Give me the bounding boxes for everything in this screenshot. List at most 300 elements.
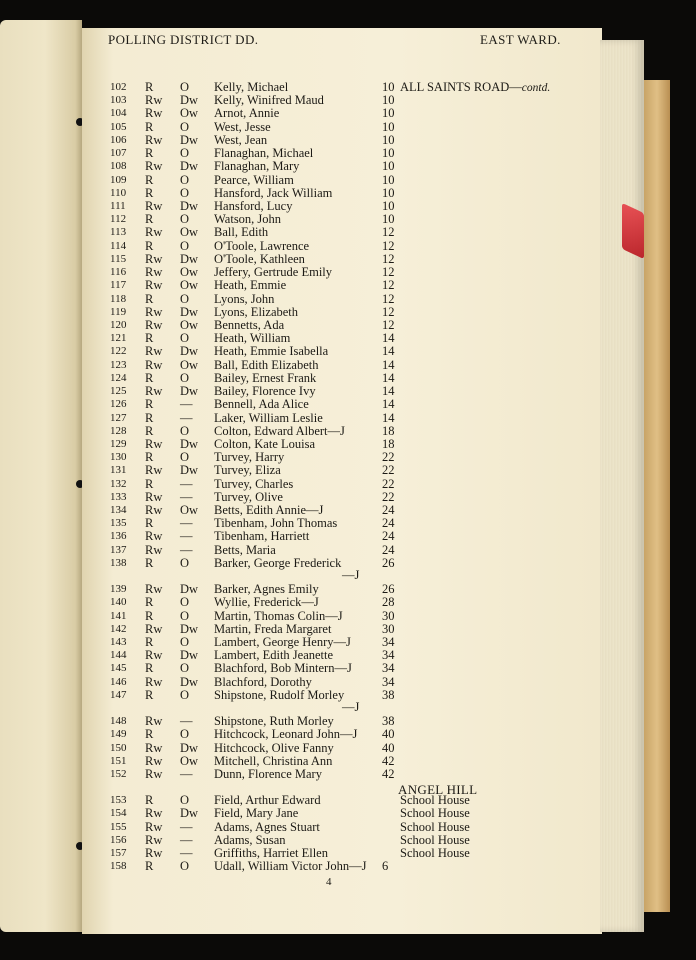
qualification-code: Rw <box>145 582 163 597</box>
qualification-code: Rw <box>145 436 163 451</box>
elector-name: Turvey, Harry <box>214 450 285 465</box>
qualification-code: Rw <box>145 529 163 544</box>
residence-code: — <box>180 767 193 781</box>
book-cover-edge <box>644 80 670 912</box>
residence-code: — <box>180 397 193 412</box>
street-name: ALL SAINTS ROAD— <box>400 80 522 94</box>
house-number: 18 <box>382 423 395 438</box>
residence-code: O <box>180 146 190 161</box>
elector-number: 129 <box>110 437 127 450</box>
elector-name: Lyons, John <box>214 291 275 306</box>
elector-name: Hitchcock, Olive Fanny <box>214 740 334 755</box>
house-number: 34 <box>382 635 395 650</box>
house-number: 10 <box>382 198 395 213</box>
elector-number: 154 <box>110 807 127 820</box>
residence-code: O <box>180 793 190 808</box>
elector-number: 119 <box>110 305 127 318</box>
table-row <box>110 93 590 107</box>
qualification-code: Rw <box>145 503 163 518</box>
elector-name: Blachford, Bob Mintern—J <box>214 661 352 676</box>
table-row <box>110 397 590 411</box>
residence-code: Dw <box>180 251 199 266</box>
qualification-code: Rw <box>145 819 163 834</box>
table-row <box>110 477 590 491</box>
qualification-code: Rw <box>145 106 163 121</box>
residence-code: Dw <box>180 740 199 755</box>
elector-number: 151 <box>110 754 127 767</box>
residence-code: Ow <box>180 106 199 121</box>
elector-name: Griffiths, Harriet Ellen <box>214 846 328 861</box>
qualification-code: Rw <box>145 621 163 636</box>
polling-district-heading: POLLING DISTRICT DD. <box>108 32 259 47</box>
elector-number: 122 <box>110 345 127 358</box>
house-number: 40 <box>382 727 395 742</box>
table-row <box>110 806 590 820</box>
page-number: 4 <box>326 876 332 888</box>
table-row <box>110 384 590 398</box>
qualification-code: R <box>145 635 154 650</box>
table-row <box>110 622 590 636</box>
house-number: 10 <box>382 80 395 94</box>
house-number: 10 <box>382 159 395 174</box>
elector-name: Blachford, Dorothy <box>214 674 312 689</box>
table-row <box>110 754 590 768</box>
elector-name: O'Toole, Kathleen <box>214 251 305 266</box>
residence-code: O <box>180 172 190 187</box>
elector-number: 158 <box>110 860 127 873</box>
residence-code: Dw <box>180 674 199 689</box>
elector-number: 102 <box>110 81 127 93</box>
residence-code: — <box>180 529 193 544</box>
elector-name: O'Toole, Lawrence <box>214 238 310 253</box>
elector-number: 110 <box>110 186 127 199</box>
elector-name: Heath, William <box>214 331 291 346</box>
residence-code: O <box>180 859 190 874</box>
house-number: 14 <box>382 370 395 385</box>
residence-code: O <box>180 450 190 465</box>
elector-name: Ball, Edith <box>214 225 269 240</box>
table-row <box>110 146 590 160</box>
qualification-code: R <box>145 555 154 570</box>
house-number: 14 <box>382 344 395 359</box>
qualification-code: Rw <box>145 648 163 663</box>
elector-number: 150 <box>110 741 127 754</box>
elector-number: 142 <box>110 622 127 635</box>
residence-code: — <box>180 832 193 847</box>
residence-code: O <box>180 595 190 610</box>
residence-code: Dw <box>180 93 199 108</box>
elector-number: 113 <box>110 226 127 239</box>
elector-name: Kelly, Winifred Maud <box>214 93 324 108</box>
qualification-code: R <box>145 119 154 134</box>
table-row <box>110 661 590 675</box>
elector-name: Bennell, Ada Alice <box>214 397 309 412</box>
elector-name: Tibenham, Harriett <box>214 529 310 544</box>
elector-name: Hansford, Lucy <box>214 198 293 213</box>
elector-number: 144 <box>110 649 127 662</box>
elector-name: Wyllie, Frederick—J <box>214 595 319 610</box>
house-number: 24 <box>382 529 395 544</box>
residence-code: Dw <box>180 806 199 821</box>
qualification-code: Rw <box>145 317 163 332</box>
house-number: 12 <box>382 225 395 240</box>
table-row <box>110 741 590 755</box>
residence-code: O <box>180 370 190 385</box>
elector-name: Barker, Agnes Emily <box>214 582 319 597</box>
residence-code: — <box>180 410 193 425</box>
elector-name: Turvey, Eliza <box>214 463 281 478</box>
residence-code: — <box>180 476 193 491</box>
facing-page <box>0 20 82 932</box>
qualification-code: Rw <box>145 198 163 213</box>
table-row <box>110 371 590 385</box>
house-number: 10 <box>382 93 395 108</box>
residence-code: Dw <box>180 384 199 399</box>
house-number: 30 <box>382 621 395 636</box>
house-name: School House <box>400 832 470 847</box>
elector-name: Pearce, William <box>214 172 294 187</box>
elector-name: Barker, George Frederick <box>214 555 342 570</box>
residence-code: — <box>180 846 193 861</box>
table-row <box>110 820 590 834</box>
house-name: School House <box>400 793 470 808</box>
table-row <box>110 833 590 847</box>
qualification-code: Rw <box>145 542 163 557</box>
table-row <box>110 318 590 332</box>
residence-code: Dw <box>180 344 199 359</box>
table-row <box>110 133 590 147</box>
qualification-code: Rw <box>145 93 163 108</box>
qualification-code: R <box>145 291 154 306</box>
ward-heading: EAST WARD. <box>480 32 561 47</box>
qualification-code: R <box>145 80 154 94</box>
elector-number: 152 <box>110 768 127 780</box>
page-edges <box>600 40 644 932</box>
elector-number: 156 <box>110 833 127 846</box>
table-row <box>110 859 590 873</box>
qualification-code: Rw <box>145 132 163 147</box>
residence-code: Dw <box>180 648 199 663</box>
residence-code: O <box>180 238 190 253</box>
elector-name: Bennetts, Ada <box>214 317 285 332</box>
table-row <box>110 225 590 239</box>
table-row <box>110 120 590 134</box>
qualification-code: R <box>145 793 154 808</box>
wrapped-juror-mark: —J <box>342 568 360 583</box>
house-number: 10 <box>382 185 395 200</box>
house-number: 34 <box>382 661 395 676</box>
table-row <box>110 529 590 543</box>
elector-name: Laker, William Leslie <box>214 410 323 425</box>
residence-code: Ow <box>180 357 199 372</box>
qualification-code: R <box>145 516 154 531</box>
elector-name: Jeffery, Gertrude Emily <box>214 265 333 280</box>
qualification-code: R <box>145 146 154 161</box>
residence-code: — <box>180 489 193 504</box>
qualification-code: Rw <box>145 740 163 755</box>
residence-code: Dw <box>180 198 199 213</box>
residence-code: Ow <box>180 503 199 518</box>
residence-code: Ow <box>180 753 199 768</box>
elector-number: 145 <box>110 662 127 675</box>
elector-name: Colton, Kate Louisa <box>214 436 316 451</box>
elector-name: Betts, Maria <box>214 542 276 557</box>
residence-code: Dw <box>180 436 199 451</box>
elector-number: 116 <box>110 266 127 279</box>
elector-name: Hansford, Jack William <box>214 185 333 200</box>
elector-name: Hitchcock, Leonard John—J <box>214 727 358 742</box>
qualification-code: Rw <box>145 265 163 280</box>
house-number: 24 <box>382 542 395 557</box>
house-number: 10 <box>382 119 395 134</box>
qualification-code: Rw <box>145 714 163 729</box>
elector-number: 141 <box>110 609 127 622</box>
house-number: 38 <box>382 687 395 702</box>
elector-name: Tibenham, John Thomas <box>214 516 338 531</box>
elector-number: 106 <box>110 133 127 146</box>
elector-name: Ball, Edith Elizabeth <box>214 357 319 372</box>
residence-code: O <box>180 727 190 742</box>
elector-name: Lambert, George Henry—J <box>214 635 351 650</box>
house-number: 10 <box>382 132 395 147</box>
house-number: 42 <box>382 767 395 781</box>
elector-number: 132 <box>110 477 127 490</box>
house-number: 26 <box>382 555 395 570</box>
elector-name: Mitchell, Christina Ann <box>214 753 333 768</box>
residence-code: O <box>180 185 190 200</box>
table-row <box>110 199 590 213</box>
residence-code: O <box>180 291 190 306</box>
elector-name: Arnot, Annie <box>214 106 280 121</box>
elector-name: Adams, Agnes Stuart <box>214 819 320 834</box>
house-name: School House <box>400 806 470 821</box>
house-number: 18 <box>382 436 395 451</box>
qualification-code: R <box>145 661 154 676</box>
table-row <box>110 424 590 438</box>
elector-name: Field, Arthur Edward <box>214 793 321 808</box>
qualification-code: R <box>145 423 154 438</box>
qualification-code: Rw <box>145 674 163 689</box>
table-row <box>110 767 590 781</box>
table-row <box>110 239 590 253</box>
elector-name: Field, Mary Jane <box>214 806 299 821</box>
residence-code: Ow <box>180 265 199 280</box>
elector-number: 124 <box>110 371 127 384</box>
elector-number: 135 <box>110 517 127 530</box>
elector-number: 104 <box>110 107 127 120</box>
residence-code: Dw <box>180 159 199 174</box>
qualification-code: R <box>145 476 154 491</box>
elector-name: Heath, Emmie Isabella <box>214 344 329 359</box>
residence-code: O <box>180 212 190 227</box>
elector-name: Heath, Emmie <box>214 278 287 293</box>
elector-number: 140 <box>110 596 127 609</box>
house-number: 12 <box>382 238 395 253</box>
qualification-code: R <box>145 727 154 742</box>
qualification-code: R <box>145 331 154 346</box>
continued-label: contd. <box>521 82 551 94</box>
elector-number: 108 <box>110 160 127 173</box>
table-row <box>110 727 590 741</box>
residence-code: O <box>180 661 190 676</box>
elector-number: 109 <box>110 173 127 186</box>
elector-number: 114 <box>110 239 127 252</box>
table-row <box>110 582 590 596</box>
elector-name: Bailey, Ernest Frank <box>214 370 317 385</box>
table-row <box>110 173 590 187</box>
elector-number: 117 <box>110 279 127 292</box>
elector-number: 121 <box>110 332 127 345</box>
house-number: 12 <box>382 251 395 266</box>
house-number: 14 <box>382 331 395 346</box>
table-row <box>110 411 590 425</box>
residence-code: O <box>180 635 190 650</box>
residence-code: O <box>180 608 190 623</box>
qualification-code: Rw <box>145 832 163 847</box>
qualification-code: Rw <box>145 489 163 504</box>
elector-number: 143 <box>110 636 127 649</box>
house-number: 12 <box>382 317 395 332</box>
table-row <box>110 265 590 279</box>
table-row <box>110 450 590 464</box>
elector-number: 137 <box>110 543 127 556</box>
house-number: 12 <box>382 265 395 280</box>
elector-number: 139 <box>110 583 127 596</box>
house-number: 14 <box>382 357 395 372</box>
house-number: 22 <box>382 476 395 491</box>
qualification-code: Rw <box>145 463 163 478</box>
house-number: 14 <box>382 397 395 412</box>
elector-number: 134 <box>110 504 127 517</box>
table-row <box>110 159 590 173</box>
table-row <box>110 463 590 477</box>
qualification-code: Rw <box>145 753 163 768</box>
house-number: 12 <box>382 278 395 293</box>
table-row <box>110 675 590 689</box>
house-number: 22 <box>382 489 395 504</box>
qualification-code: R <box>145 410 154 425</box>
elector-number: 153 <box>110 794 127 807</box>
elector-name: Shipstone, Ruth Morley <box>214 714 334 729</box>
red-tab-mark <box>622 203 644 259</box>
qualification-code: R <box>145 212 154 227</box>
elector-number: 107 <box>110 147 127 160</box>
house-number: 14 <box>382 384 395 399</box>
residence-code: O <box>180 555 190 570</box>
table-row <box>110 648 590 662</box>
elector-name: Betts, Edith Annie—J <box>214 503 324 518</box>
elector-name: Lambert, Edith Jeanette <box>214 648 334 663</box>
table-row <box>110 503 590 517</box>
house-number: 10 <box>382 212 395 227</box>
table-row <box>110 793 590 807</box>
table-row <box>110 358 590 372</box>
elector-name: Flanaghan, Mary <box>214 159 300 174</box>
house-number: 28 <box>382 595 395 610</box>
elector-name: Adams, Susan <box>214 832 286 847</box>
table-row <box>110 212 590 226</box>
qualification-code: R <box>145 185 154 200</box>
elector-number: 149 <box>110 728 127 741</box>
table-row <box>110 437 590 451</box>
elector-number: 105 <box>110 120 127 133</box>
qualification-code: R <box>145 397 154 412</box>
table-row <box>110 331 590 345</box>
elector-number: 148 <box>110 715 127 728</box>
elector-name: Flanaghan, Michael <box>214 146 314 161</box>
table-row <box>110 252 590 266</box>
residence-code: Dw <box>180 304 199 319</box>
qualification-code: Rw <box>145 384 163 399</box>
elector-name: Lyons, Elizabeth <box>214 304 299 319</box>
table-row <box>110 292 590 306</box>
residence-code: O <box>180 423 190 438</box>
elector-number: 115 <box>110 252 127 265</box>
residence-code: Dw <box>180 463 199 478</box>
elector-number: 136 <box>110 530 127 543</box>
elector-number: 155 <box>110 820 127 833</box>
show-through-text <box>6 50 66 850</box>
qualification-code: R <box>145 172 154 187</box>
qualification-code: R <box>145 370 154 385</box>
table-row <box>110 490 590 504</box>
street-heading-angel-hill: ANGEL HILL <box>398 782 478 797</box>
house-number: 40 <box>382 740 395 755</box>
table-row <box>110 714 590 728</box>
residence-code: — <box>180 516 193 531</box>
qualification-code: Rw <box>145 304 163 319</box>
elector-number: 130 <box>110 451 127 464</box>
elector-number: 103 <box>110 94 127 107</box>
qualification-code: Rw <box>145 846 163 861</box>
elector-number: 126 <box>110 398 127 411</box>
elector-name: Turvey, Charles <box>214 476 294 491</box>
table-row <box>110 516 590 530</box>
house-number: 12 <box>382 291 395 306</box>
elector-number: 123 <box>110 358 127 371</box>
residence-code: — <box>180 542 193 557</box>
elector-number: 118 <box>110 292 127 305</box>
qualification-code: Rw <box>145 278 163 293</box>
table-row <box>110 635 590 649</box>
table-row <box>110 595 590 609</box>
house-number: 22 <box>382 463 395 478</box>
elector-name: Watson, John <box>214 212 282 227</box>
elector-name: Dunn, Florence Mary <box>214 767 322 781</box>
elector-name: Kelly, Michael <box>214 80 289 94</box>
house-number: 24 <box>382 503 395 518</box>
house-number: 10 <box>382 146 395 161</box>
house-number: 34 <box>382 674 395 689</box>
elector-name: Turvey, Olive <box>214 489 283 504</box>
qualification-code: R <box>145 450 154 465</box>
elector-name: West, Jesse <box>214 119 271 134</box>
qualification-code: Rw <box>145 344 163 359</box>
residence-code: Ow <box>180 278 199 293</box>
residence-code: O <box>180 687 190 702</box>
qualification-code: Rw <box>145 251 163 266</box>
house-number: 34 <box>382 648 395 663</box>
table-row <box>110 543 590 557</box>
qualification-code: R <box>145 859 154 874</box>
elector-name: Martin, Freda Margaret <box>214 621 332 636</box>
table-row <box>110 186 590 200</box>
residence-code: Ow <box>180 317 199 332</box>
residence-code: Dw <box>180 132 199 147</box>
qualification-code: Rw <box>145 225 163 240</box>
table-row <box>110 846 590 860</box>
table-row <box>110 344 590 358</box>
